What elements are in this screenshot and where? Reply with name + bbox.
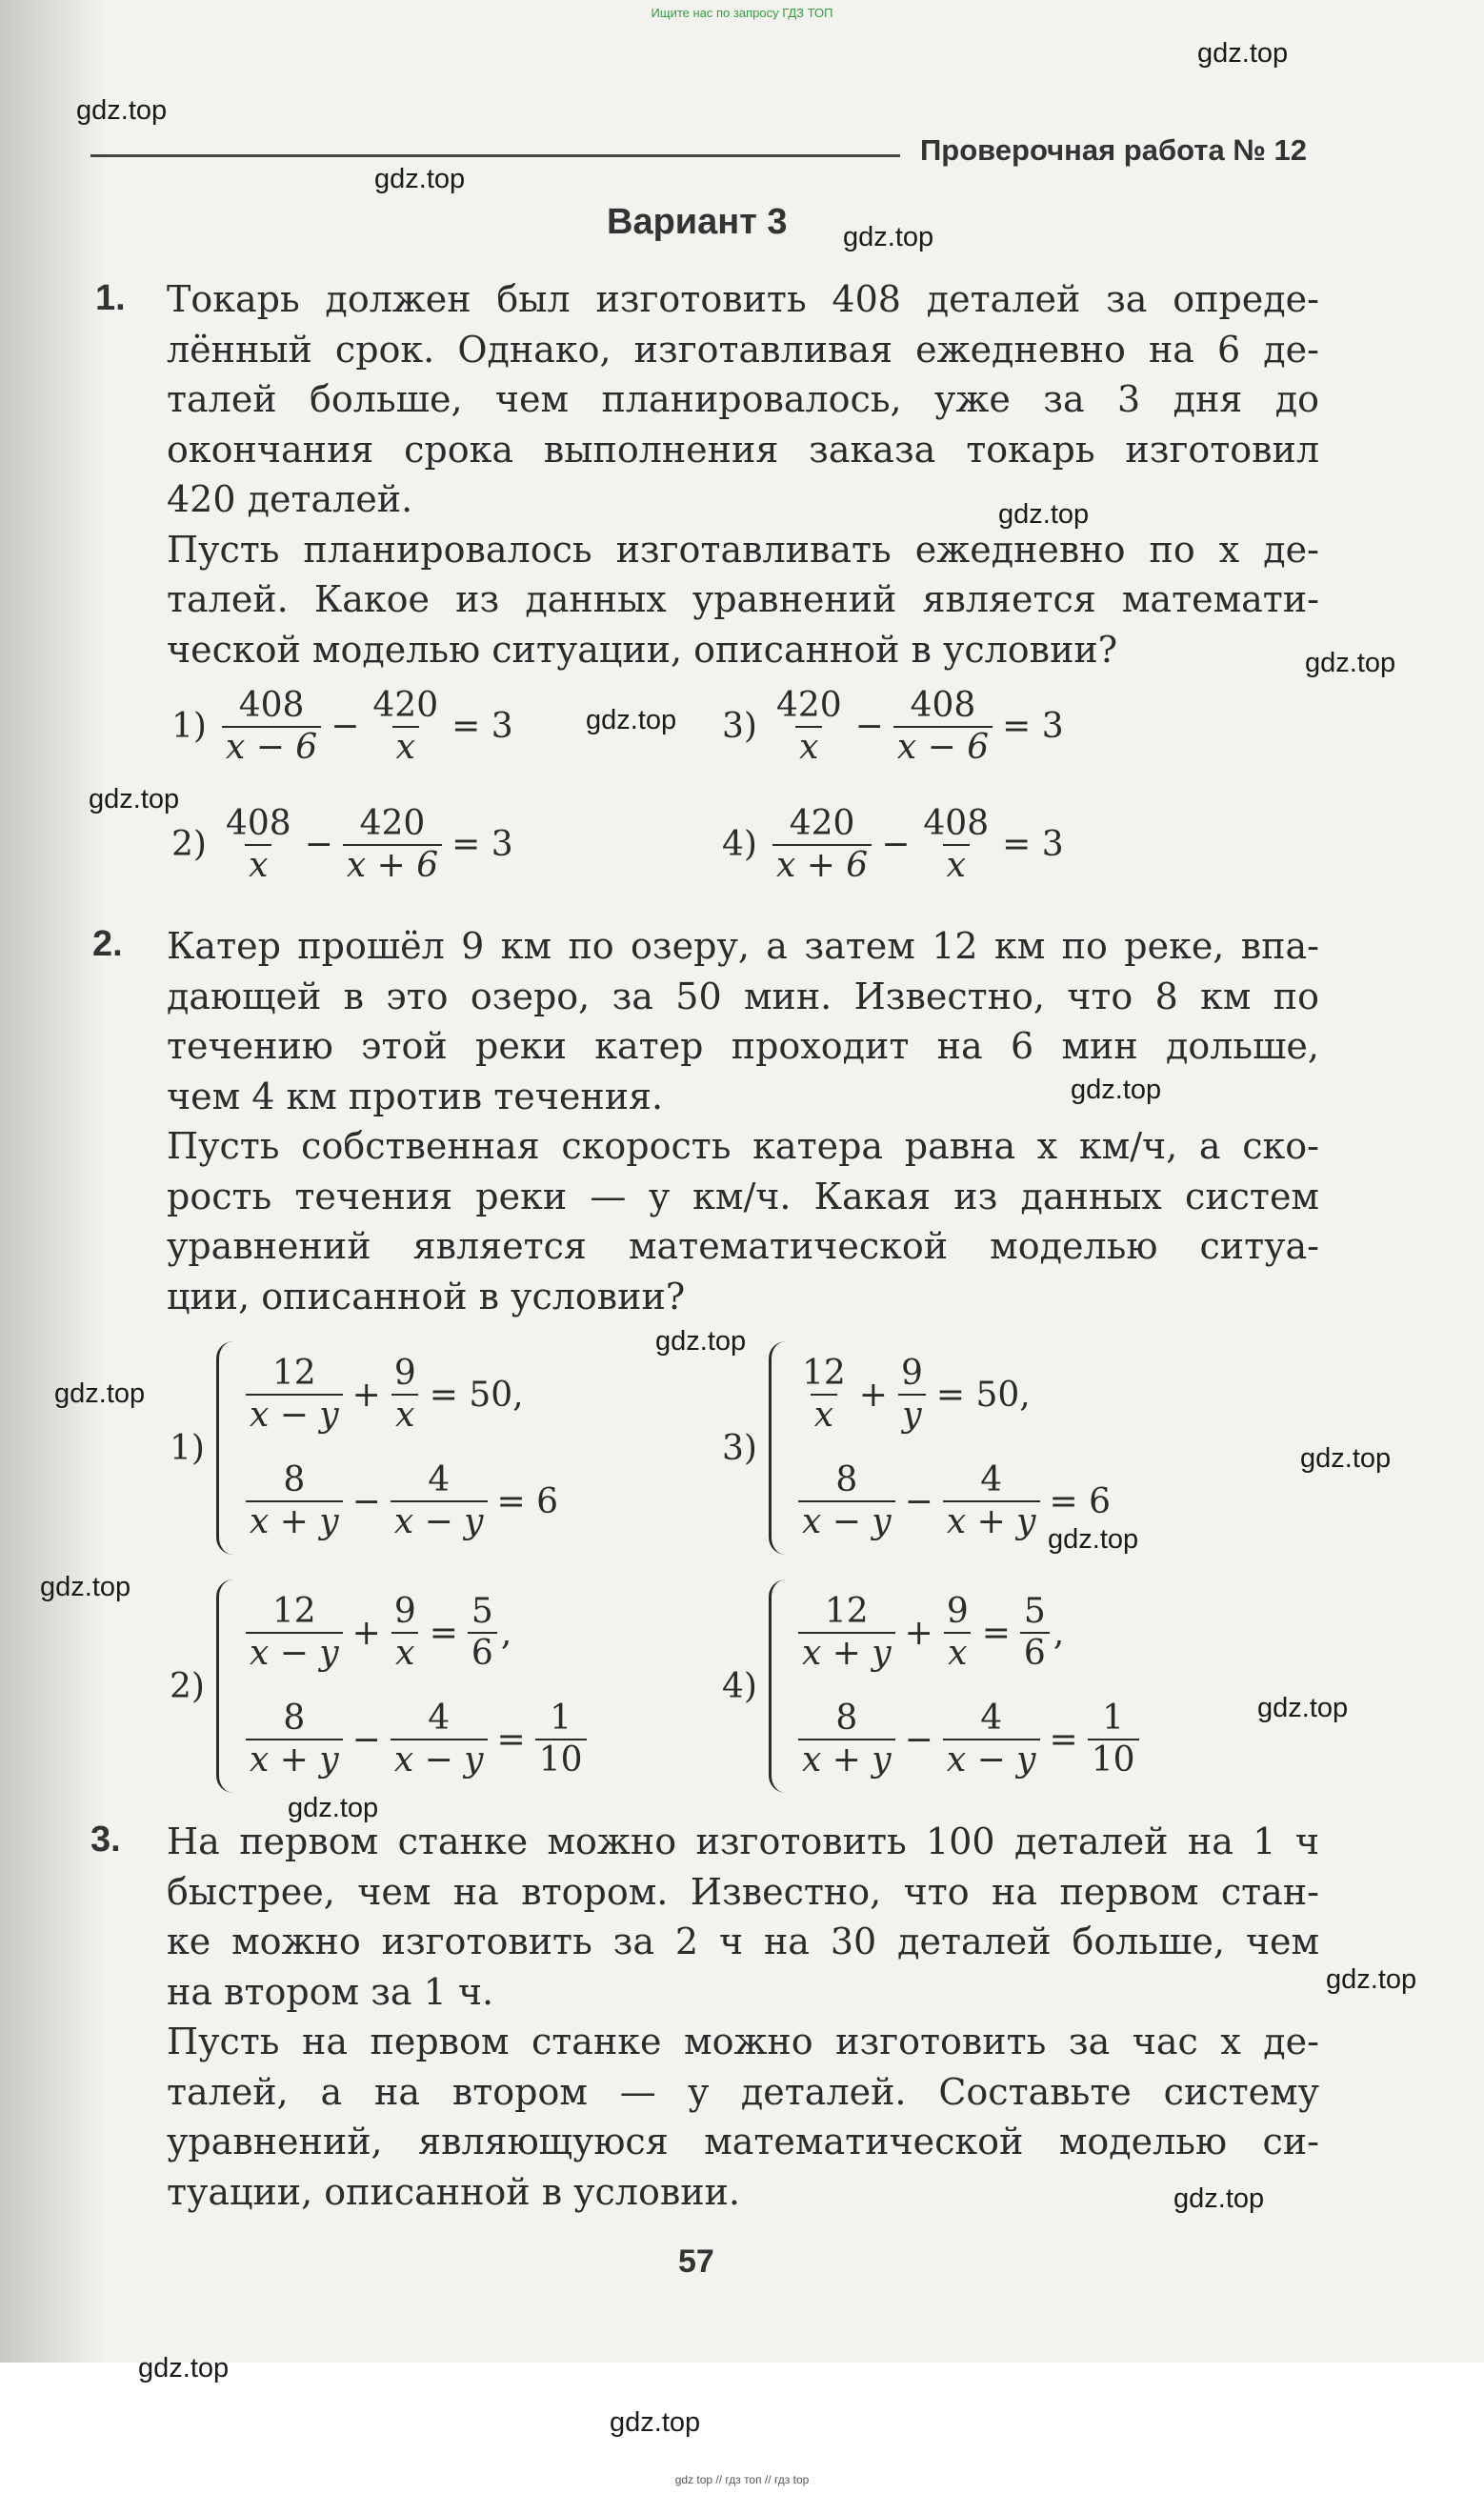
equation [794, 1686, 1143, 1793]
watermark: gdz.top [1071, 1075, 1162, 1105]
fraction [246, 1356, 343, 1434]
option-label: 1) [171, 707, 207, 747]
numerator: 408 [910, 686, 976, 725]
operator: − [351, 1481, 381, 1521]
numerator: 9 [393, 1354, 416, 1394]
watermark: gdz.top [54, 1378, 146, 1409]
operator: − [904, 1481, 933, 1521]
watermark: gdz.top [610, 2407, 701, 2438]
equation-rhs: = 6 [1049, 1481, 1112, 1521]
operator: + [351, 1375, 381, 1415]
denominator: 10 [535, 1739, 587, 1779]
option-label: 2) [171, 825, 207, 865]
task-text [167, 921, 1319, 1321]
equation-system [769, 1341, 1116, 1555]
text-line: чем 4 км против течения. [167, 1075, 664, 1117]
numerator: 420 [359, 804, 426, 843]
equation [794, 1341, 1116, 1448]
numerator: 4 [980, 1699, 1003, 1739]
operator: − [881, 825, 911, 865]
watermark: gdz.top [1326, 1964, 1417, 1995]
fraction [369, 688, 442, 766]
denominator: x + y [798, 1739, 895, 1779]
equals-sign: = [1049, 1720, 1078, 1760]
text-line: ции, описанной в условии? [167, 1275, 686, 1317]
denominator: x + y [246, 1500, 343, 1540]
numerator: 8 [283, 1460, 306, 1500]
operator: + [858, 1375, 888, 1415]
denominator: x [245, 844, 271, 884]
text-line: на втором за 1 ч. [167, 1970, 494, 2013]
header-rule [90, 154, 900, 157]
equation-system [216, 1341, 564, 1555]
numerator: 8 [835, 1460, 858, 1500]
numerator: 4 [428, 1699, 451, 1739]
answer-option [170, 1579, 591, 1793]
text-line: ческой моделью ситуации, описанной в условии? [167, 628, 1118, 671]
fraction [943, 1700, 1040, 1779]
denominator: x [392, 726, 419, 766]
option-label: 3) [722, 1428, 757, 1468]
text-line: Катер прошёл 9 км по озеру, а затем 12 км по реке, впа- [167, 925, 1319, 967]
equation-rhs: = 50, [935, 1375, 1031, 1415]
numerator: 408 [923, 804, 990, 843]
numerator: 1 [1102, 1699, 1125, 1739]
operator: − [304, 825, 333, 865]
numerator: 4 [980, 1460, 1003, 1500]
denominator: x [944, 1632, 971, 1672]
numerator: 9 [393, 1592, 416, 1632]
operator: − [331, 707, 360, 747]
denominator: x [811, 1394, 837, 1434]
answer-option [171, 688, 519, 766]
fraction [222, 806, 295, 884]
answer-option [722, 1579, 1143, 1793]
equals-sign: = [496, 1720, 526, 1760]
punctuation: , [500, 1613, 512, 1653]
numerator: 8 [835, 1699, 858, 1739]
equation-rhs: = 3 [1002, 707, 1064, 747]
task-text [167, 1817, 1319, 2217]
text-line: уравнений является математической моделью ситуа- [167, 1225, 1319, 1267]
equation-rhs: = 50, [429, 1375, 524, 1415]
text-line: Пусть на первом станке можно изготовить за час x де- [167, 2021, 1319, 2062]
numerator: 420 [775, 686, 842, 725]
fraction [919, 806, 993, 884]
brace [769, 1579, 787, 1793]
equation [794, 1448, 1116, 1555]
operator: + [904, 1613, 933, 1653]
denominator: x + 6 [772, 844, 872, 884]
numerator: 5 [1023, 1592, 1046, 1632]
fraction [897, 1356, 927, 1434]
watermark: gdz.top [1257, 1693, 1349, 1723]
denominator: x [391, 1632, 418, 1672]
watermark: gdz.top [374, 164, 466, 194]
denominator: x − y [246, 1632, 343, 1672]
fraction [535, 1700, 587, 1779]
numerator: 420 [789, 804, 855, 843]
operator: − [854, 707, 884, 747]
equals-sign: = [429, 1613, 458, 1653]
task-number: 3. [90, 1820, 121, 1860]
answer-option [722, 1341, 1116, 1555]
option-label: 1) [170, 1428, 205, 1468]
text-line: уравнений, являющуюся математической моделью си- [167, 2121, 1319, 2162]
watermark: gdz.top [1305, 648, 1396, 678]
fraction [772, 688, 846, 766]
fraction [943, 1594, 973, 1672]
text-line: течению этой реки катер проходит на 6 мин дольше, [167, 1025, 1319, 1067]
equals-sign: = [981, 1613, 1011, 1653]
fraction [246, 1594, 343, 1672]
operator: + [351, 1613, 381, 1653]
denominator: x − y [391, 1500, 488, 1540]
equation-system [769, 1579, 1143, 1793]
page-edge-shadow [0, 0, 105, 2401]
fraction [798, 1594, 895, 1672]
denominator: x [391, 1394, 418, 1434]
denominator: x + y [943, 1500, 1040, 1540]
answer-option [170, 1341, 564, 1555]
numerator: 12 [801, 1354, 846, 1394]
denominator: 6 [1020, 1632, 1050, 1672]
fraction [391, 1356, 420, 1434]
denominator: x + y [798, 1632, 895, 1672]
watermark: gdz.top [1300, 1443, 1392, 1474]
numerator: 408 [238, 686, 305, 725]
equation [242, 1579, 591, 1686]
fraction [943, 1462, 1040, 1540]
text-line: Токарь должен был изготовить 408 деталей за опреде- [167, 278, 1319, 320]
denominator: x − 6 [222, 726, 321, 766]
text-line: Пусть собственная скорость катера равна x км/ч, а ско- [167, 1125, 1319, 1167]
text-line: ке можно изготовить за 2 ч на 30 деталей больше, чем [167, 1921, 1319, 1962]
denominator: x − 6 [893, 726, 993, 766]
task-number: 1. [95, 278, 126, 318]
fraction [893, 688, 993, 766]
equation-system [216, 1579, 591, 1793]
denominator: x + y [246, 1739, 343, 1779]
watermark: gdz.top [586, 705, 677, 735]
numerator: 4 [428, 1460, 451, 1500]
denominator: 10 [1088, 1739, 1139, 1779]
fraction [222, 688, 321, 766]
task-number: 2. [92, 924, 123, 964]
numerator: 9 [900, 1354, 923, 1394]
fraction [468, 1594, 497, 1672]
watermark: gdz.top [40, 1572, 131, 1602]
top-notice: Ищите нас по запросу ГДЗ ТОП [651, 6, 833, 20]
denominator: x [943, 844, 970, 884]
answer-option [722, 806, 1070, 884]
punctuation: , [1053, 1613, 1065, 1653]
numerator: 1 [550, 1699, 572, 1739]
numerator: 12 [271, 1354, 316, 1394]
text-line: талей больше, чем планировалось, уже за 3 дня до [167, 378, 1319, 420]
numerator: 12 [271, 1592, 316, 1632]
bottom-notice: gdz top // гдз топ // гдз top [674, 2473, 810, 2486]
fraction [343, 806, 442, 884]
option-label: 2) [170, 1666, 205, 1706]
watermark: gdz.top [1197, 38, 1289, 69]
brace [216, 1579, 234, 1793]
text-line: дающей в это озеро, за 50 мин. Известно, что 8 км по [167, 975, 1319, 1017]
equation-rhs: = 3 [451, 707, 513, 747]
text-line: быстрее, чем на втором. Известно, что на первом стан- [167, 1870, 1319, 1913]
text-line: окончания срока выполнения заказа токарь изготовил [167, 428, 1319, 471]
watermark: gdz.top [1173, 2183, 1265, 2214]
fraction [391, 1462, 488, 1540]
equation [242, 1686, 591, 1793]
fraction [246, 1462, 343, 1540]
text-line: Пусть планировалось изготавливать ежедневно по x де- [167, 528, 1319, 571]
fraction [772, 806, 872, 884]
fraction [798, 1700, 895, 1779]
brace [769, 1341, 787, 1555]
fraction [798, 1356, 850, 1434]
text-line: талей, а на втором — y деталей. Составьте систему [167, 2070, 1319, 2113]
watermark: gdz.top [89, 784, 180, 815]
equation-rhs: = 3 [1002, 825, 1064, 865]
equation [242, 1448, 564, 1555]
brace [216, 1341, 234, 1555]
denominator: x − y [943, 1739, 1040, 1779]
denominator: 6 [468, 1632, 497, 1672]
page-number: 57 [678, 2243, 714, 2280]
watermark: gdz.top [288, 1793, 379, 1823]
numerator: 5 [471, 1592, 493, 1632]
text-line: рость течения реки — y км/ч. Какая из данных систем [167, 1175, 1319, 1217]
operator: − [904, 1720, 933, 1760]
task-text [167, 274, 1319, 674]
text-line: лённый срок. Однако, изготавливая ежедневно на 6 де- [167, 328, 1319, 371]
text-line: туации, описанной в условии. [167, 2170, 740, 2213]
fraction [1020, 1594, 1050, 1672]
watermark: gdz.top [843, 222, 934, 252]
watermark: gdz.top [76, 95, 168, 126]
numerator: 420 [372, 686, 439, 725]
watermark: gdz.top [998, 499, 1090, 530]
text-line: талей. Какое из данных уравнений является математи- [167, 578, 1319, 620]
text-line: 420 деталей. [167, 478, 413, 520]
denominator: x [795, 726, 822, 766]
page-header: Проверочная работа № 12 [920, 133, 1307, 167]
fraction [391, 1700, 488, 1779]
variant-title: Вариант 3 [607, 202, 788, 242]
watermark: gdz.top [138, 2353, 230, 2383]
text-line: На первом станке можно изготовить 100 деталей на 1 ч [167, 1820, 1319, 1862]
denominator: x − y [798, 1500, 895, 1540]
option-label: 4) [722, 1666, 757, 1706]
answer-option [171, 806, 519, 884]
denominator: x − y [391, 1739, 488, 1779]
option-label: 3) [722, 707, 757, 747]
option-label: 4) [722, 825, 757, 865]
operator: − [351, 1720, 381, 1760]
watermark: gdz.top [655, 1326, 747, 1357]
fraction [391, 1594, 420, 1672]
answer-option [722, 688, 1070, 766]
denominator: x + 6 [343, 844, 442, 884]
numerator: 9 [946, 1592, 969, 1632]
fraction [1088, 1700, 1139, 1779]
fraction [798, 1462, 895, 1540]
numerator: 12 [824, 1592, 869, 1632]
numerator: 408 [225, 804, 291, 843]
equation [242, 1341, 564, 1448]
watermark: gdz.top [1048, 1524, 1139, 1555]
equation [794, 1579, 1143, 1686]
denominator: x − y [246, 1394, 343, 1434]
equation-rhs: = 3 [451, 825, 513, 865]
equation-rhs: = 6 [496, 1481, 559, 1521]
fraction [246, 1700, 343, 1779]
numerator: 8 [283, 1699, 306, 1739]
denominator: y [898, 1394, 925, 1434]
